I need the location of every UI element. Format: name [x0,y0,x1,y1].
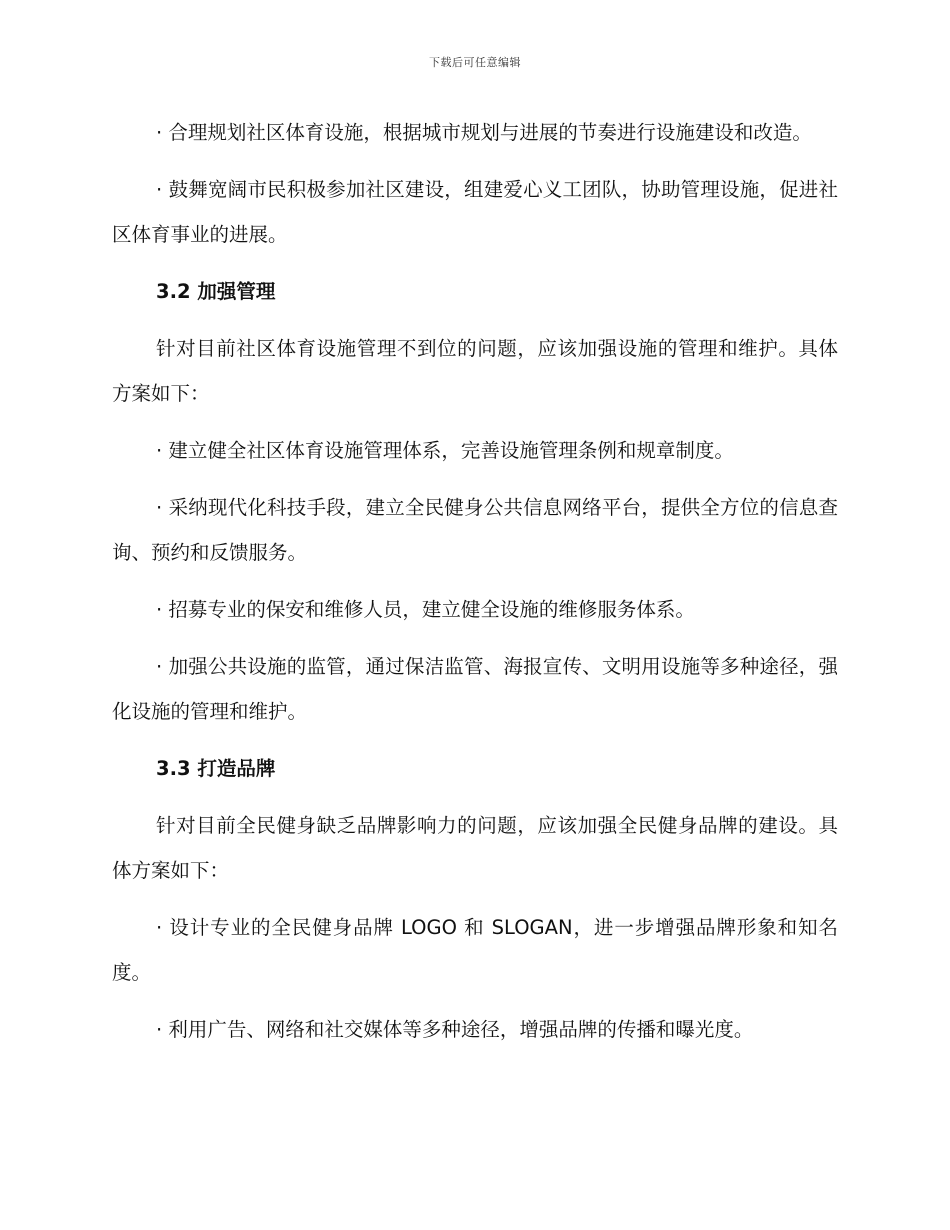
paragraph-brand-intro: 针对目前全民健身缺乏品牌影响力的问题，应该加强全民健身品牌的建设。具体方案如下： [112,814,838,882]
paragraph-tech-platform: · 采纳现代化科技手段，建立全民健身公共信息网络平台，提供全方位的信息查询、预约和反馈服务。 [112,496,838,564]
paragraph-brand-promotion: · 利用广告、网络和社交媒体等多种途径，增强品牌的传播和曝光度。 [156,1018,754,1041]
section-heading-3-3: 3.3 打造品牌 [156,757,276,780]
paragraph-management-system: · 建立健全社区体育设施管理体系，完善设施管理条例和规章制度。 [156,439,734,462]
section-heading-3-2: 3.2 加强管理 [156,280,276,303]
header-note: 下载后可任意编辑 [429,56,521,69]
document-body [112,110,838,1052]
paragraph-management-intro: 针对目前社区体育设施管理不到位的问题，应该加强设施的管理和维护。具体方案如下： [112,337,838,405]
paragraph-brand-logo: · 设计专业的全民健身品牌 LOGO 和 SLOGAN，进一步增强品牌形象和知名度。 [112,916,838,984]
paragraph-plan-facilities: · 合理规划社区体育设施，根据城市规划与进展的节奏进行设施建设和改造。 [156,121,812,144]
paragraph-supervision: · 加强公共设施的监管，通过保洁监管、海报宣传、文明用设施等多种途径，强化设施的管理和维护。 [112,655,838,723]
paragraph-recruit-staff: · 招募专业的保安和维修人员，建立健全设施的维修服务体系。 [156,598,695,621]
paragraph-encourage-citizens: · 鼓舞宽阔市民积极参加社区建设，组建爱心义工团队，协助管理设施，促进社区体育事业的进展。 [112,178,838,246]
